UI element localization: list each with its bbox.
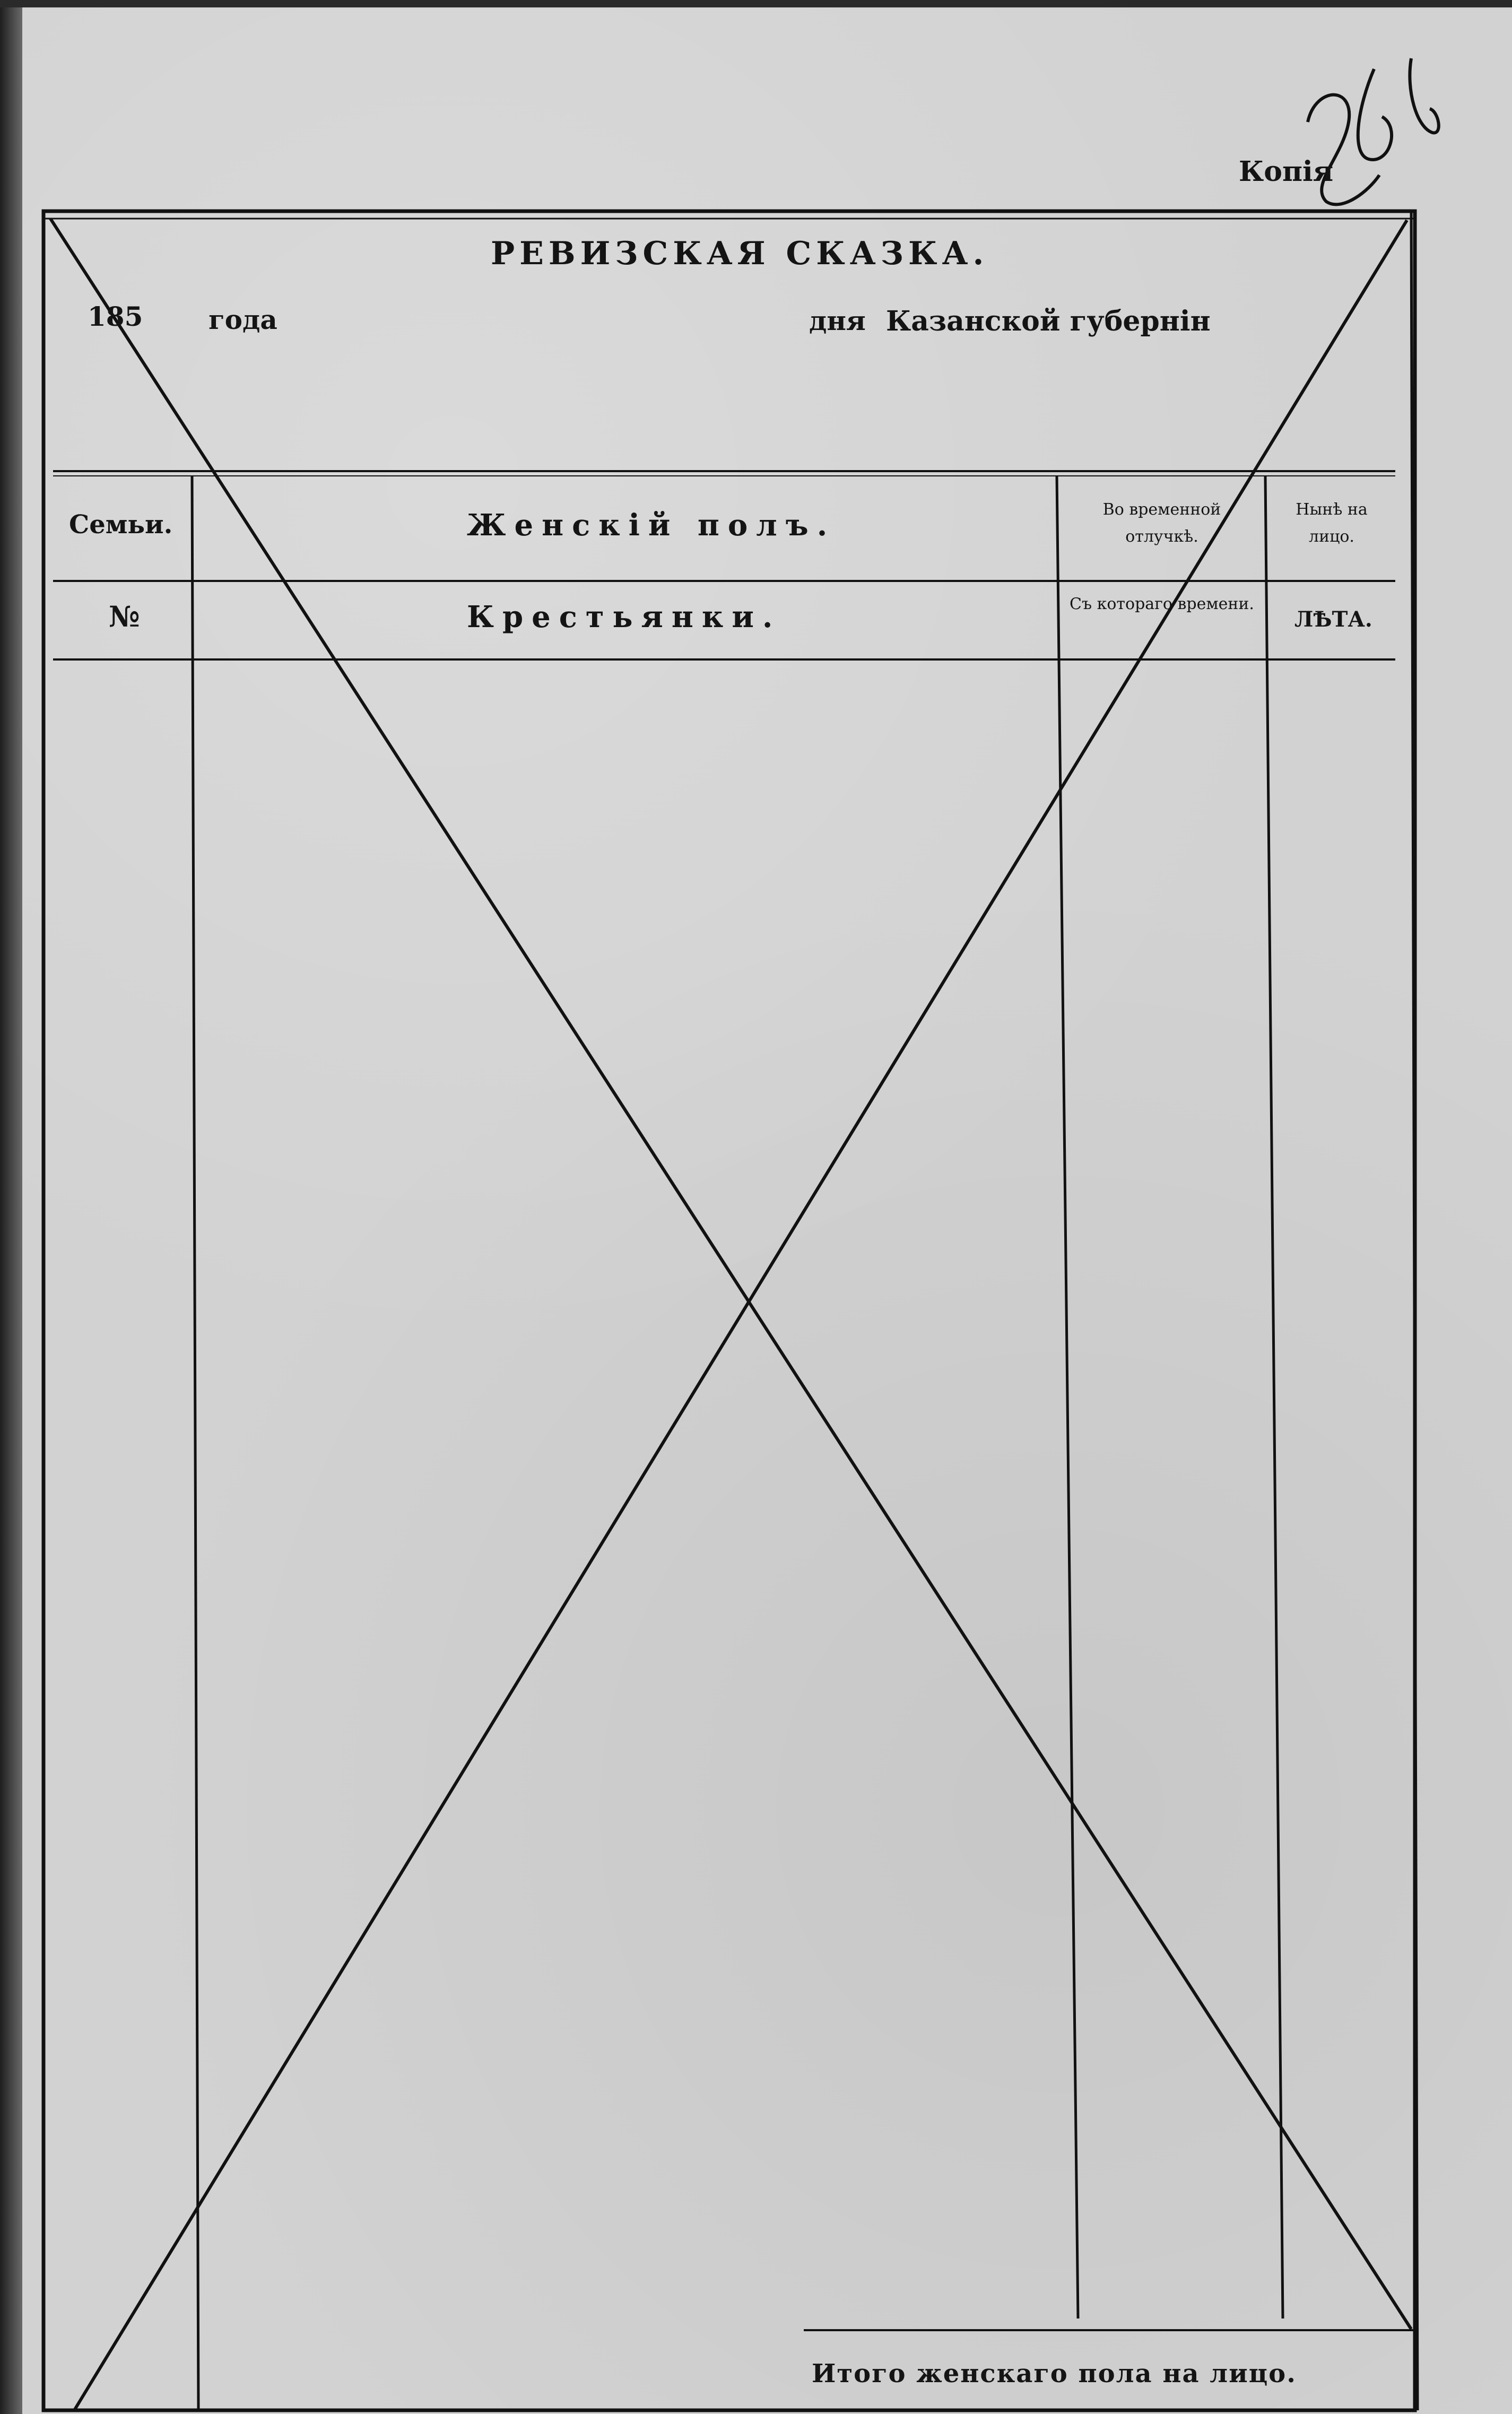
column-rule-present xyxy=(1265,476,1283,2319)
handwritten-mark-stroke-a xyxy=(1308,95,1379,205)
day-word: дня xyxy=(809,305,866,336)
header-number-sign: № xyxy=(109,600,140,633)
column-rule-absence xyxy=(1057,476,1078,2319)
form-title: РЕВИЗСКАЯ СКАЗКА. xyxy=(491,235,989,272)
header-since-when: Съ котораго времени. xyxy=(1070,595,1254,613)
year-prefix: 185 xyxy=(88,301,143,332)
province-name: Казанской губернін xyxy=(886,305,1211,337)
year-word: года xyxy=(208,304,277,335)
header-peasant-women: Крестьянки. xyxy=(467,600,781,635)
column-rule-families xyxy=(192,476,198,2410)
footer-total-label: Итого женскаго пола на лицо. xyxy=(812,2359,1297,2389)
corner-mark-label: Копія xyxy=(1239,155,1334,188)
handwritten-mark-stroke-b xyxy=(1358,69,1392,160)
handwritten-mark-stroke-c xyxy=(1410,58,1438,133)
header-years: ЛѢТА. xyxy=(1294,607,1372,632)
header-now-present: Нынѣ на лицо. xyxy=(1296,500,1368,546)
header-temporary-absence: Во временной отлучкѣ. xyxy=(1102,500,1221,546)
header-families: Семьи. xyxy=(69,510,173,540)
header-female-sex: Женскій полъ. xyxy=(467,508,836,543)
